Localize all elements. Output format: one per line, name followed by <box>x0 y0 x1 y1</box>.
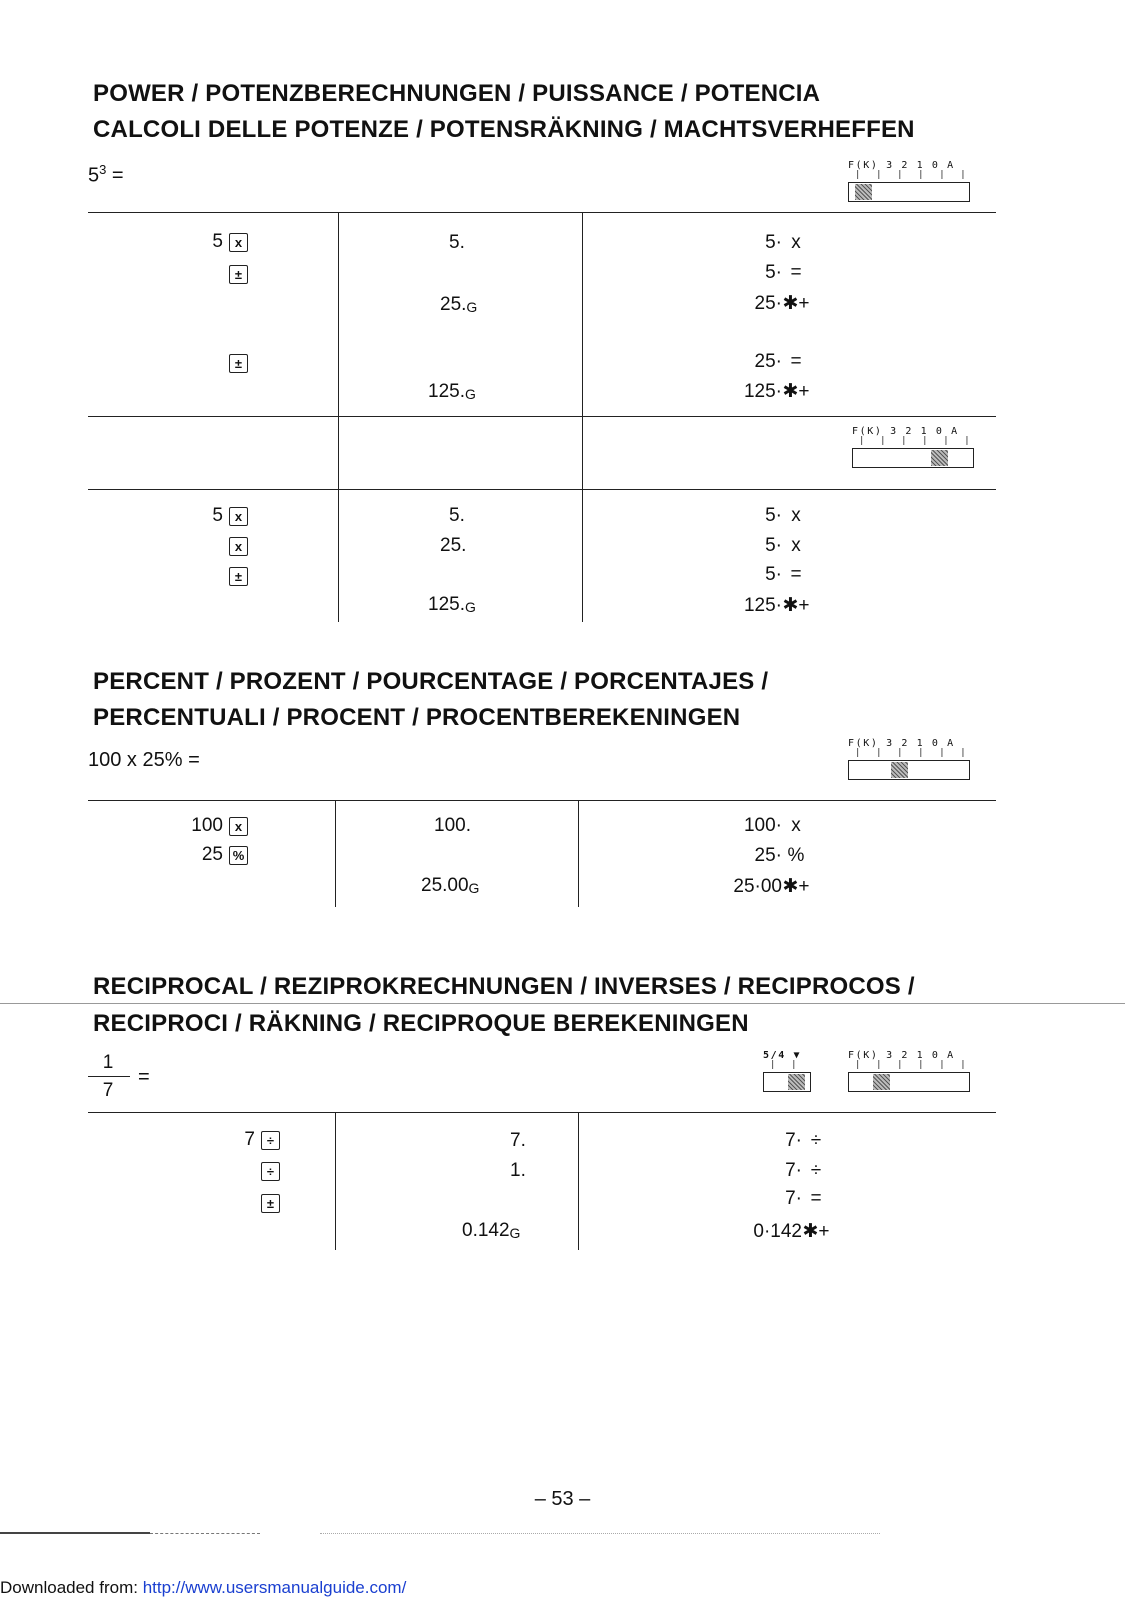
tape-value: 5· <box>765 535 782 556</box>
display-flag: G <box>466 299 478 315</box>
switch-knob <box>873 1074 890 1090</box>
tape-value: 5· <box>765 262 782 283</box>
tape-symbol: = <box>790 564 802 585</box>
display-value <box>462 1220 520 1242</box>
table-rule <box>88 416 996 417</box>
scan-noise <box>0 1530 880 1536</box>
tape-line <box>700 232 810 254</box>
fraction-denominator: 7 <box>102 1080 114 1101</box>
power-formula-base: 5 <box>88 164 100 187</box>
key-entry <box>229 261 248 287</box>
tape-symbol: ✱+ <box>782 876 810 897</box>
download-footer <box>0 1578 406 1598</box>
tape-symbol: ✱+ <box>802 1221 830 1242</box>
tape-line <box>700 505 810 527</box>
tape-line <box>700 1220 830 1243</box>
multiply-key[interactable]: x <box>229 817 248 836</box>
switch-ticks: | | <box>763 1060 799 1070</box>
tape-line <box>700 380 810 403</box>
tape-line <box>700 262 810 284</box>
display-value: 1. <box>510 1160 526 1181</box>
tape-line <box>700 535 810 557</box>
tape-value: 25· <box>754 351 782 372</box>
display-number: 0.142 <box>462 1220 510 1241</box>
display-number: 125. <box>428 381 465 402</box>
tape-line <box>690 875 810 898</box>
key-entry <box>244 1127 280 1153</box>
tape-line <box>700 564 810 586</box>
tape-value: 7· <box>785 1188 802 1209</box>
switch-labels: F(K) 3 2 1 0 A <box>848 1050 955 1061</box>
table-top-rule <box>88 800 996 801</box>
switch-labels: F(K) 3 2 1 0 A <box>848 738 955 749</box>
switch-slot <box>852 448 974 468</box>
tape-symbol: x <box>791 535 801 556</box>
key-entry <box>202 842 248 868</box>
tape-line <box>700 1160 830 1182</box>
reciprocal-title-line1: RECIPROCAL / REZIPROKRECHNUNGEN / INVERSES / RECIPROCOS / <box>93 973 915 1000</box>
switch-slot <box>848 1072 970 1092</box>
display-value <box>421 875 479 897</box>
tape-value: 7· <box>785 1130 802 1151</box>
tape-line <box>690 845 810 867</box>
fraction-numerator: 1 <box>102 1052 114 1073</box>
scan-line <box>0 1003 1125 1004</box>
key-entry <box>229 563 248 589</box>
column-divider <box>578 1112 579 1250</box>
tape-line <box>700 351 810 373</box>
display-number: 25. <box>440 294 467 315</box>
tape-value: 25· <box>754 293 782 314</box>
tape-value: 25·00 <box>733 876 782 897</box>
key-entry <box>212 503 248 529</box>
switch-labels: 5/4 ▼ <box>763 1050 802 1061</box>
tape-value: 125· <box>743 595 782 616</box>
power-formula <box>88 162 124 188</box>
divide-key[interactable]: ÷ <box>261 1162 280 1181</box>
multiply-key[interactable]: x <box>229 233 248 252</box>
key-entry <box>261 1190 280 1216</box>
equals-key[interactable]: ± <box>229 354 248 373</box>
tape-symbol: = <box>790 262 802 283</box>
display-value <box>428 381 476 403</box>
rounding-switch <box>763 1050 811 1092</box>
tape-symbol: x <box>791 505 801 526</box>
switch-labels: F(K) 3 2 1 0 A <box>848 160 955 171</box>
column-divider <box>335 1112 336 1250</box>
key-entry <box>261 1158 280 1184</box>
power-decimal-switch-2 <box>852 426 974 468</box>
switch-ticks: | | | | | | <box>848 170 968 180</box>
tape-line <box>700 594 810 617</box>
key-entry <box>229 533 248 559</box>
divide-key[interactable]: ÷ <box>261 1131 280 1150</box>
table-top-rule <box>88 1112 996 1113</box>
switch-ticks: | | | | | | <box>848 748 968 758</box>
tape-symbol: = <box>790 351 802 372</box>
switch-slot <box>848 760 970 780</box>
column-divider <box>335 800 336 907</box>
switch-knob <box>931 450 948 466</box>
table-rule <box>88 489 996 490</box>
display-flag: G <box>509 1225 521 1241</box>
power-formula-exponent: 3 <box>99 162 107 177</box>
switch-labels: F(K) 3 2 1 0 A <box>852 426 959 437</box>
reciprocal-title-line2: RECIPROCI / RÄKNING / RECIPROQUE BEREKENINGEN <box>93 1010 749 1037</box>
key-value: 25 <box>201 844 223 865</box>
percent-title-line2: PERCENTUALI / PROCENT / PROCENTBEREKENINGEN <box>93 704 741 731</box>
tape-line <box>700 292 810 315</box>
percent-title-line1: PERCENT / PROZENT / POURCENTAGE / PORCENTAJES / <box>93 668 769 695</box>
tape-value: 5· <box>765 505 782 526</box>
multiply-key[interactable]: x <box>229 537 248 556</box>
percent-key[interactable]: % <box>229 846 248 865</box>
display-flag: G <box>464 386 476 402</box>
key-entry <box>191 813 248 839</box>
tape-line <box>700 1188 830 1210</box>
display-value <box>440 294 477 316</box>
column-divider <box>582 212 583 622</box>
column-divider <box>578 800 579 907</box>
equals-key[interactable]: ± <box>229 567 248 586</box>
reciprocal-equals: = <box>138 1066 150 1088</box>
percent-decimal-switch <box>848 738 970 780</box>
key-value: 5 <box>212 505 223 526</box>
tape-value: 7· <box>785 1160 802 1181</box>
download-link[interactable]: http://www.usersmanualguide.com/ <box>142 1578 407 1597</box>
page-number: – 53 – <box>534 1488 591 1510</box>
power-title-line1: POWER / POTENZBERECHNUNGEN / PUISSANCE / POTENCIA <box>93 80 821 107</box>
tape-symbol: ✱+ <box>782 293 810 314</box>
tape-symbol: x <box>791 232 801 253</box>
switch-slot <box>763 1072 811 1092</box>
download-label: Downloaded from: <box>0 1578 143 1597</box>
tape-value: 25· <box>754 845 782 866</box>
tape-symbol: ÷ <box>810 1130 822 1151</box>
power-decimal-switch <box>848 160 970 202</box>
tape-symbol: x <box>791 815 801 836</box>
display-value: 100. <box>434 815 471 836</box>
display-value: 25. <box>440 535 467 556</box>
percent-formula: 100 x 25% = <box>88 749 200 771</box>
display-value: 5. <box>449 505 465 526</box>
tape-line <box>690 815 810 837</box>
tape-symbol: ÷ <box>810 1160 822 1181</box>
switch-ticks: | | | | | | <box>848 1060 968 1070</box>
display-flag: G <box>464 599 476 615</box>
fraction-bar <box>88 1076 130 1077</box>
switch-ticks: | | | | | | <box>852 436 972 446</box>
tape-symbol: ✱+ <box>782 381 810 402</box>
equals-key[interactable]: ± <box>229 265 248 284</box>
key-value: 7 <box>244 1129 255 1150</box>
switch-slot <box>848 182 970 202</box>
tape-value: 125· <box>743 381 782 402</box>
tape-value: 100· <box>743 815 782 836</box>
equals-key[interactable]: ± <box>261 1194 280 1213</box>
display-value <box>428 594 476 616</box>
key-value: 5 <box>212 231 223 252</box>
switch-knob <box>788 1074 805 1090</box>
display-flag: G <box>468 880 480 896</box>
tape-symbol: ✱+ <box>782 595 810 616</box>
tape-symbol: % <box>787 845 805 866</box>
key-entry <box>212 229 248 255</box>
display-number: 125. <box>428 594 465 615</box>
switch-knob <box>855 184 872 200</box>
tape-value: 5· <box>765 564 782 585</box>
column-divider <box>338 212 339 622</box>
tape-symbol: = <box>810 1188 822 1209</box>
power-title-line2: CALCOLI DELLE POTENZE / POTENSRÄKNING / MACHTSVERHEFFEN <box>93 116 915 143</box>
multiply-key[interactable]: x <box>229 507 248 526</box>
switch-knob <box>891 762 908 778</box>
display-value: 7. <box>510 1130 526 1151</box>
table-top-rule <box>88 212 996 213</box>
tape-value: 5· <box>765 232 782 253</box>
display-value: 5. <box>449 232 465 253</box>
tape-value: 0·142 <box>753 1221 802 1242</box>
key-entry <box>229 350 248 376</box>
power-formula-equals: = <box>106 164 124 187</box>
display-number: 25.00 <box>421 875 469 896</box>
reciprocal-decimal-switch <box>848 1050 970 1092</box>
tape-line <box>700 1130 830 1152</box>
key-value: 100 <box>191 815 223 836</box>
